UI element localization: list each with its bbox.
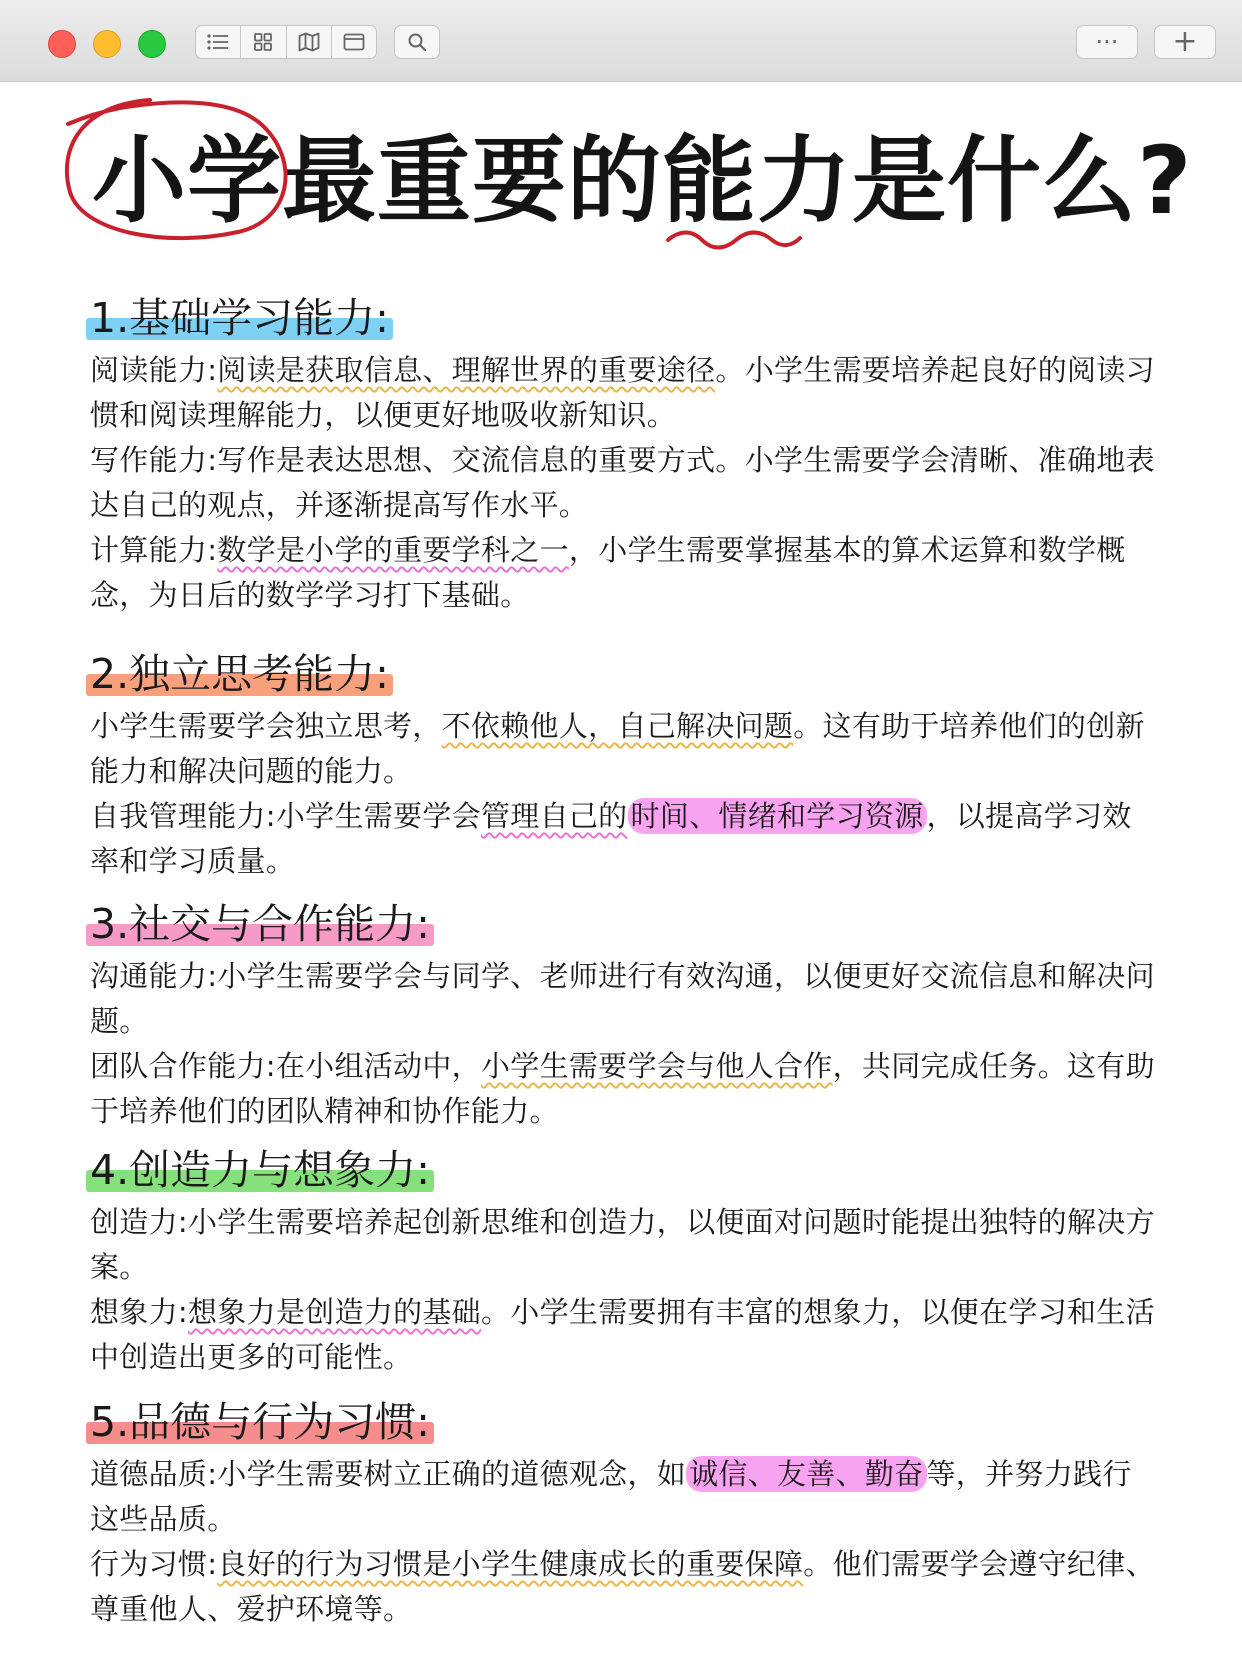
plus-icon: + [1172,24,1198,59]
map-view-button[interactable] [287,26,332,58]
page-title: 小学最重要的能力是什么? [92,127,1193,236]
paragraph-behavior-habits: 行为习惯:良好的行为习惯是小学生健康成长的重要保障。他们需要学会遵守纪律、尊重他人、爱护环境等。 [90,1547,1155,1626]
close-window-button[interactable] [48,30,76,58]
paragraph-reading: 阅读能力:阅读是获取信息、理解世界的重要途径。小学生需要培养起良好的阅读习惯和阅读理解能力，以便更好地吸收新知识。 [90,353,1155,432]
section-heading: 2.独立思考能力: [90,648,389,700]
zoom-window-button[interactable] [138,30,166,58]
map-icon [298,32,320,52]
add-button[interactable] [1154,25,1216,59]
section-basic-learning [90,292,1160,618]
section-heading: 5.品德与行为习惯: [90,1396,430,1448]
paragraph-self-management: 自我管理能力:小学生需要学会管理自己的 时间、情绪和学习资源 ，以提高学习效率和学习质量。 [90,799,1132,878]
search-button[interactable] [394,25,440,59]
more-button[interactable] [1076,25,1138,59]
paragraph-communication: 沟通能力:小学生需要学会与同学、老师进行有效沟通，以便更好交流信息和解决问题。 [90,959,1155,1038]
list-icon [207,33,229,51]
window-view-button[interactable] [332,26,376,58]
article-body [90,292,1160,1632]
section-heading: 3.社交与合作能力: [90,898,430,950]
list-view-button[interactable] [196,26,241,58]
section-morality [90,1396,1160,1632]
paragraph-moral-quality: 道德品质:小学生需要树立正确的道德观念，如 诚信、友善、勤奋 等，并努力践行这些品质。 [90,1457,1132,1536]
paragraph-writing: 写作能力:写作是表达思想、交流信息的重要方式。小学生需要学会清晰、准确地表达自己的观点，并逐渐提高写作水平。 [90,443,1155,522]
section-social-cooperation [90,898,1160,1134]
window-icon [343,33,365,51]
minimize-window-button[interactable] [93,30,121,58]
section-creativity [90,1144,1160,1380]
paragraph-imagination: 想象力:想象力是创造力的基础。小学生需要拥有丰富的想象力，以便在学习和生活中创造出更多的可能性。 [90,1295,1155,1374]
window-titlebar [0,0,1242,82]
more-icon: ··· [1095,28,1119,56]
grid-icon [253,32,273,52]
section-heading: 1.基础学习能力: [90,292,389,344]
section-heading: 4.创造力与想象力: [90,1144,430,1196]
view-toolbar-group [195,25,377,59]
grid-view-button[interactable] [241,26,286,58]
paragraph-creativity: 创造力:小学生需要培养起创新思维和创造力，以便面对问题时能提出独特的解决方案。 [90,1205,1155,1284]
paragraph-independent: 小学生需要学会独立思考，不依赖他人，自己解决问题。这有助于培养他们的创新能力和解决问题的能力。 [90,709,1145,788]
search-icon [407,32,427,52]
section-independent-thinking [90,648,1160,884]
paragraph-teamwork: 团队合作能力:在小组活动中，小学生需要学会与他人合作，共同完成任务。这有助于培养他们的团队精神和协作能力。 [90,1049,1155,1128]
paragraph-calculation: 计算能力:数学是小学的重要学科之一，小学生需要掌握基本的算术运算和数学概念，为日后的数学学习打下基础。 [90,533,1126,612]
